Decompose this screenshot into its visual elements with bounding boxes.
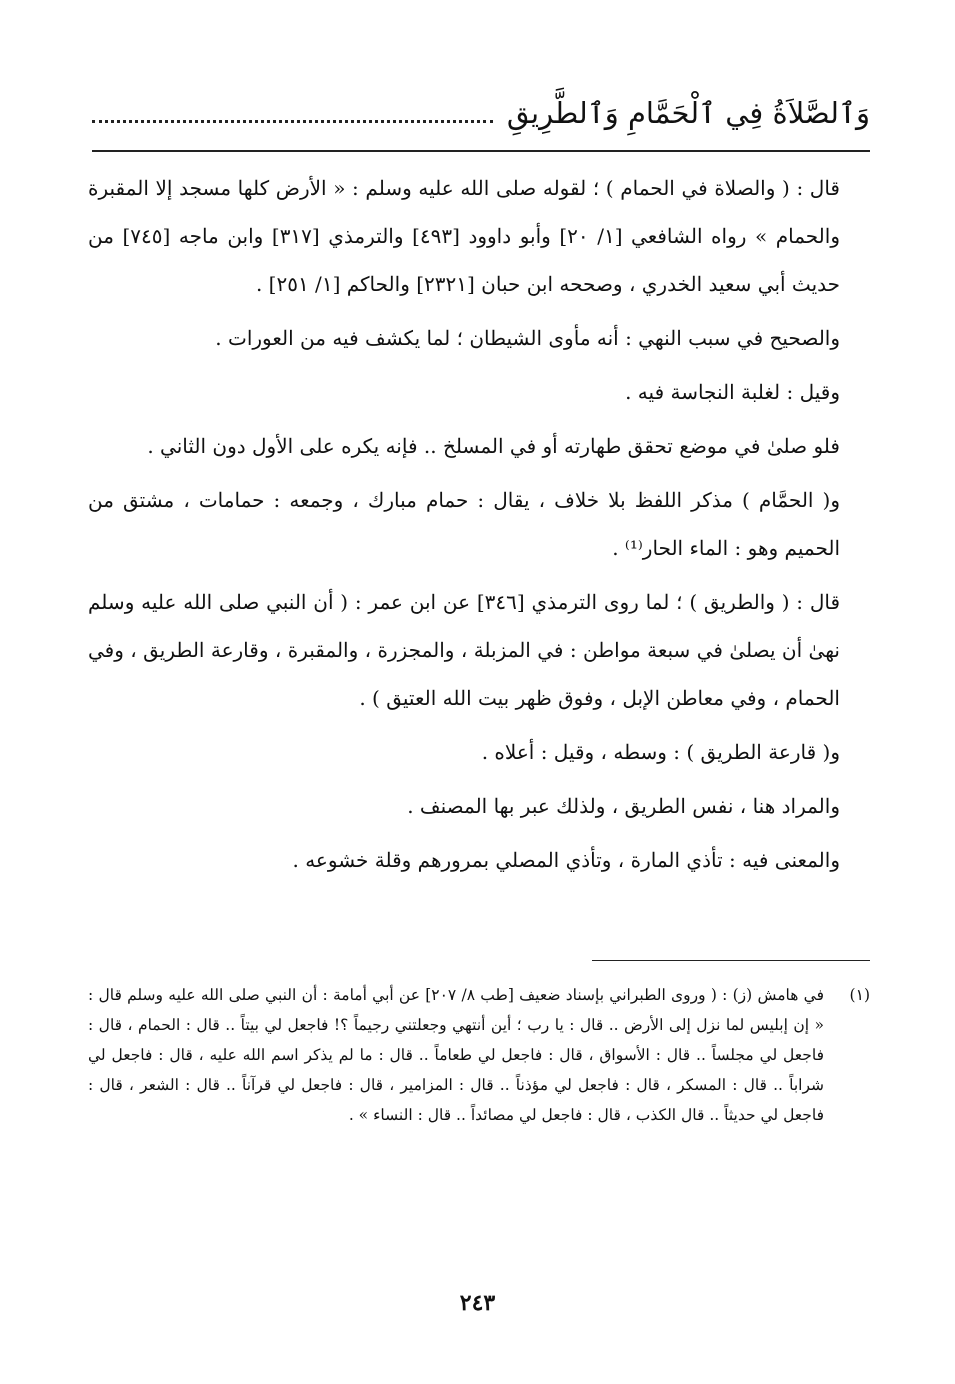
paragraph-hammam-hadith: قال : ( والصلاة في الحمام ) ؛ لقوله صلى الله عليه وسلم : « الأرض كلها مسجد إلا المقبرة والحمام » رواه الشافعي [١/ ٢٠] وأبو داوود [٤٩٣] والترمذي [٣١٧] وابن ماجه [٧٤٥] من حديث أبي سعيد الخدري ، وصححه ابن حبان [٢٣٢١] والحاكم [١/ ٢٥١] .: [88, 176, 840, 296]
header-rule: [92, 150, 870, 152]
paragraph-reason: والصحيح في سبب النهي : أنه مأوى الشيطان ؛ لما يكشف فيه من العورات .: [215, 326, 840, 350]
header-dotted-leader: [92, 120, 493, 123]
footnote-text: في هامش (ز) : ( وروى الطبراني بإسناد ضعيف [طب ٨/ ٢٠٧] عن أبي أمامة : أن النبي صلى الله عليه وسلم قال : « إن إبليس لما نزل إلى الأرض .. قال : يا رب ؛ أين أنتهي وجعلتني رجيماً ؟! فاجعل لي بيتاً .. قال : الحمام ، قال : فاجعل لي مجلساً .. قال : الأسواق ، قال : فاجعل لي طعاماً .. قال : ما لم يذكر اسم الله عليه ، قال : فاجعل لي شراباً .. قال : المسكر ، قال : فاجعل لي مؤذناً .. قال : المزامير ، قال : فاجعل لي قرآناً .. قال : الشعر ، قال : فاجعل لي حديثاً .. قال الكذب ، قال : فاجعل لي مصائداً .. قال : النساء » .: [88, 986, 824, 1124]
paragraph-road-hadith: قال : ( والطريق ) ؛ لما روى الترمذي [٣٤٦] عن ابن عمر : ( أن النبي صلى الله عليه وسلم نهىٰ أن يصلىٰ في سبعة مواطن : في المزبلة ، والمجزرة ، والمقبرة ، وقارعة الطريق ، وفي الحمام ، وفي معاطن الإبل ، وفوق ظهر بيت الله العتيق ) .: [88, 590, 841, 710]
paragraph-maslakh: فلو صلىٰ في موضع تحقق طهارته أو في المسلخ .. فإنه يكره على الأول دون الثاني .: [147, 434, 840, 458]
paragraph-qariat: و( قارعة الطريق ) : وسطه ، وقيل : أعلاه .: [481, 740, 840, 764]
header-title: وَٱلصَّلاَةُ فِي ٱلْحَمَّامِ وَٱلطَّرِيقِ: [506, 96, 870, 130]
footnote-number: (١): [849, 986, 870, 1004]
running-header: [92, 72, 870, 128]
main-text: [88, 164, 870, 890]
paragraph-meaning: والمراد هنا ، نفس الطريق ، ولذلك عبر بها المصنف .: [407, 794, 840, 818]
footnote: [88, 980, 870, 1130]
footnote-separator: [592, 960, 870, 961]
paragraph-alt-reason: وقيل : لغلبة النجاسة فيه .: [625, 380, 840, 404]
footnote-row: [88, 980, 870, 1130]
paragraph-hammam-word: و( الحمَّام ) مذكر اللفظ بلا خلاف ، يقال : حمام مبارك ، وجمعه : حمامات ، مشتق من الحميم وهو : الماء الحار⁽¹⁾ .: [88, 488, 840, 560]
paragraph-reasoning: والمعنى فيه : تأذي المارة ، وتأذي المصلي بمرورهم وقلة خشوعه .: [292, 848, 840, 872]
page-number: ٢٤٣: [459, 1290, 496, 1316]
